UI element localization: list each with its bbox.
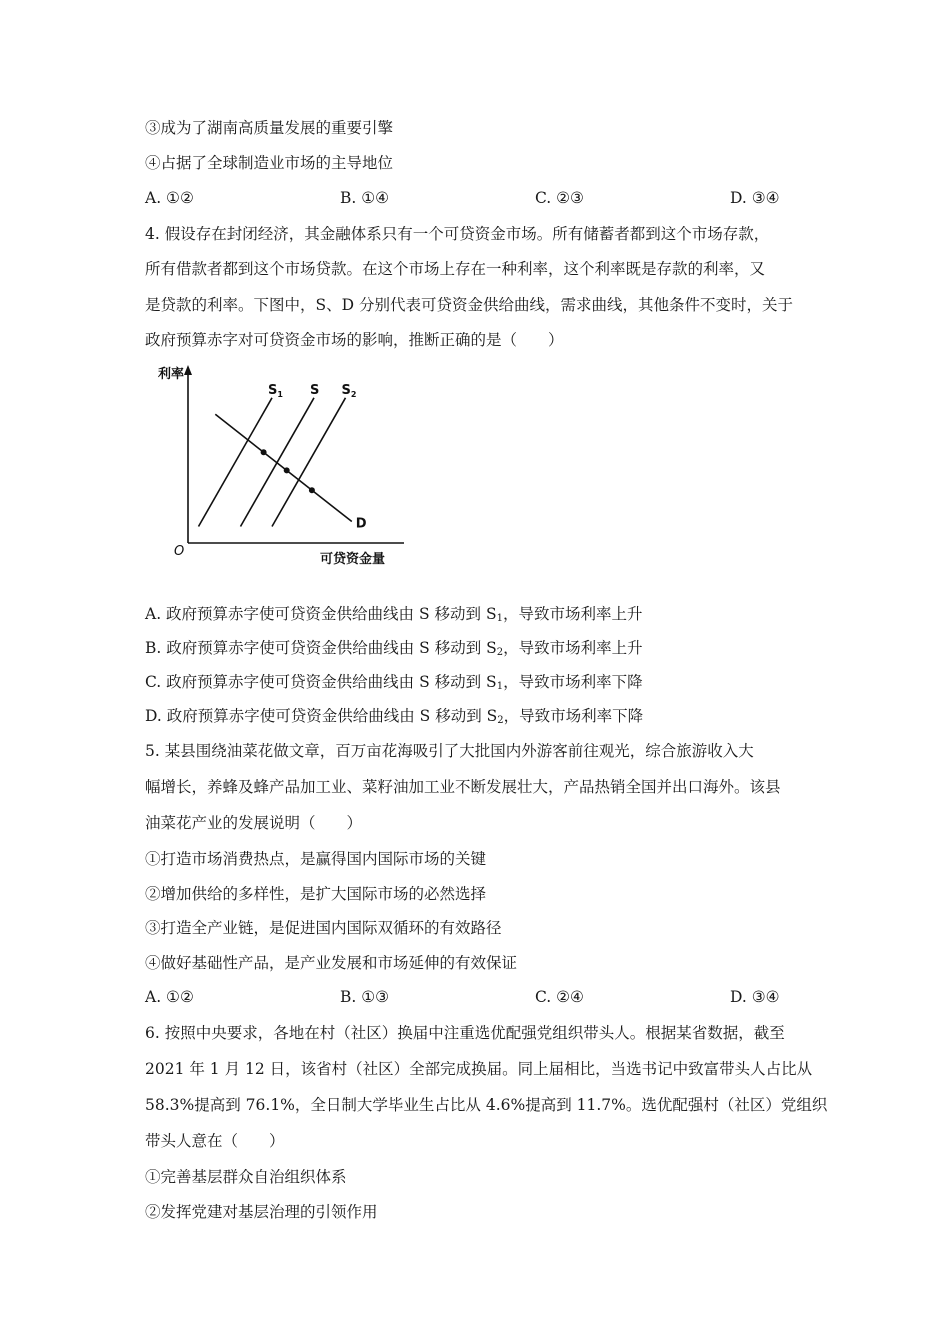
q4-option-d-sub: 2 xyxy=(497,715,504,726)
equilibrium-point-1 xyxy=(261,449,267,455)
q6-item-2: ②发挥党建对基层治理的引领作用 xyxy=(145,1203,378,1221)
q5-stem-line-1: 5. 某县围绕油菜花做文章，百万亩花海吸引了大批国内外游客前往观光，综合旅游收入大 xyxy=(145,742,754,760)
q4-option-b-suffix: ，导致市场利率上升 xyxy=(503,639,643,657)
q4-option-a-suffix: ，导致市场利率上升 xyxy=(502,605,643,623)
q3-option-c[interactable]: C. ②③ xyxy=(535,189,584,207)
q4-option-d[interactable] xyxy=(145,705,643,732)
q5-option-a[interactable]: A. ①② xyxy=(145,988,194,1006)
q5-item-1: ①打造市场消费热点，是赢得国内国际市场的关键 xyxy=(145,850,487,868)
origin-label: O xyxy=(174,544,185,559)
q4-option-a[interactable] xyxy=(145,603,642,630)
q5-option-d[interactable]: D. ③④ xyxy=(730,988,780,1006)
loanable-funds-chart xyxy=(158,363,408,578)
q6-stem-line-1: 6. 按照中央要求，各地在村（社区）换届中注重选优配强党组织带头人。根据某省数据，截至 xyxy=(145,1024,785,1042)
q3-item-3: ③成为了湖南高质量发展的重要引擎 xyxy=(145,119,394,137)
q3-option-a[interactable]: A. ①② xyxy=(145,189,194,207)
q4-option-c-sub: 1 xyxy=(496,681,504,692)
x-axis-label: 可贷资金量 xyxy=(320,552,386,567)
q4-stem-line-3: 是贷款的利率。下图中，S、D 分别代表可贷资金供给曲线，需求曲线，其他条件不变时，关于 xyxy=(145,296,793,314)
curve-s1 xyxy=(199,398,273,527)
q4-option-a-prefix: A. 政府预算赤字使可贷资金供给曲线由 S 移动到 S xyxy=(145,605,497,623)
q5-option-b[interactable]: B. ①③ xyxy=(340,988,390,1006)
curve-label-sub-s1: 1 xyxy=(277,389,283,399)
q5-options xyxy=(145,986,805,1008)
q4-option-b-prefix: B. 政府预算赤字使可贷资金供给曲线由 S 移动到 S xyxy=(145,639,497,657)
q5-item-2: ②增加供给的多样性，是扩大国际市场的必然选择 xyxy=(145,885,487,903)
q4-option-c-suffix: ，导致市场利率下降 xyxy=(503,673,643,691)
curve-label-s1: $S_1$ xyxy=(268,382,283,399)
q5-stem-line-3: 油菜花产业的发展说明（ ） xyxy=(145,814,363,832)
q4-stem-line-1: 4. 假设存在封闭经济，其金融体系只有一个可贷资金市场。所有储蓄者都到这个市场存款， xyxy=(145,225,770,243)
equilibrium-point-3 xyxy=(309,487,315,493)
q5-stem-line-2: 幅增长，养蜂及蜂产品加工业、菜籽油加工业不断发展壮大，产品热销全国并出口海外。该县 xyxy=(145,778,781,796)
q4-option-c-prefix: C. 政府预算赤字使可贷资金供给曲线由 S 移动到 S xyxy=(145,673,497,691)
curve-label-s: S xyxy=(310,382,320,398)
q4-option-d-prefix: D. 政府预算赤字使可贷资金供给曲线由 S 移动到 S xyxy=(145,707,498,725)
q3-option-d[interactable]: D. ③④ xyxy=(730,189,780,207)
q4-stem-line-4: 政府预算赤字对可贷资金市场的影响，推断正确的是（ ） xyxy=(145,331,564,349)
q6-item-1: ①完善基层群众自治组织体系 xyxy=(145,1168,347,1186)
q4-option-d-suffix: ，导致市场利率下降 xyxy=(503,707,644,725)
curve-label-sub-s2: 2 xyxy=(350,389,357,399)
q3-options xyxy=(145,187,805,209)
q4-stem-line-2: 所有借款者都到这个市场贷款。在这个市场上存在一种利率，这个利率既是存款的利率，又 xyxy=(145,260,766,278)
q3-option-b[interactable]: B. ①④ xyxy=(340,189,390,207)
q4-option-b-sub: 2 xyxy=(496,647,504,658)
q4-option-a-sub: 1 xyxy=(496,613,503,624)
q4-option-c[interactable] xyxy=(145,671,643,698)
y-axis-arrow xyxy=(184,365,192,375)
q3-item-4: ④占据了全球制造业市场的主导地位 xyxy=(145,154,394,172)
equilibrium-point-2 xyxy=(284,467,290,473)
q6-stem-line-2: 2021 年 1 月 12 日，该省村（社区）全部完成换届。同上届相比，当选书记中致富带头人占比从 xyxy=(145,1060,813,1078)
y-axis-label: 利率 xyxy=(158,367,185,382)
q5-item-4: ④做好基础性产品，是产业发展和市场延伸的有效保证 xyxy=(145,954,518,972)
chart-svg xyxy=(158,363,408,578)
q6-stem-line-4: 带头人意在（ ） xyxy=(145,1132,285,1150)
q5-option-c[interactable]: C. ②④ xyxy=(535,988,584,1006)
curve-label-d: D xyxy=(355,516,367,532)
q4-option-b[interactable] xyxy=(145,637,643,664)
q5-item-3: ③打造全产业链，是促进国内国际双循环的有效路径 xyxy=(145,919,502,937)
curve-label-s2: $S_2$ xyxy=(341,382,357,399)
q6-stem-line-3: 58.3%提高到 76.1%，全日制大学毕业生占比从 4.6%提高到 11.7%。选优配强村（社区）党组织 xyxy=(145,1096,828,1114)
